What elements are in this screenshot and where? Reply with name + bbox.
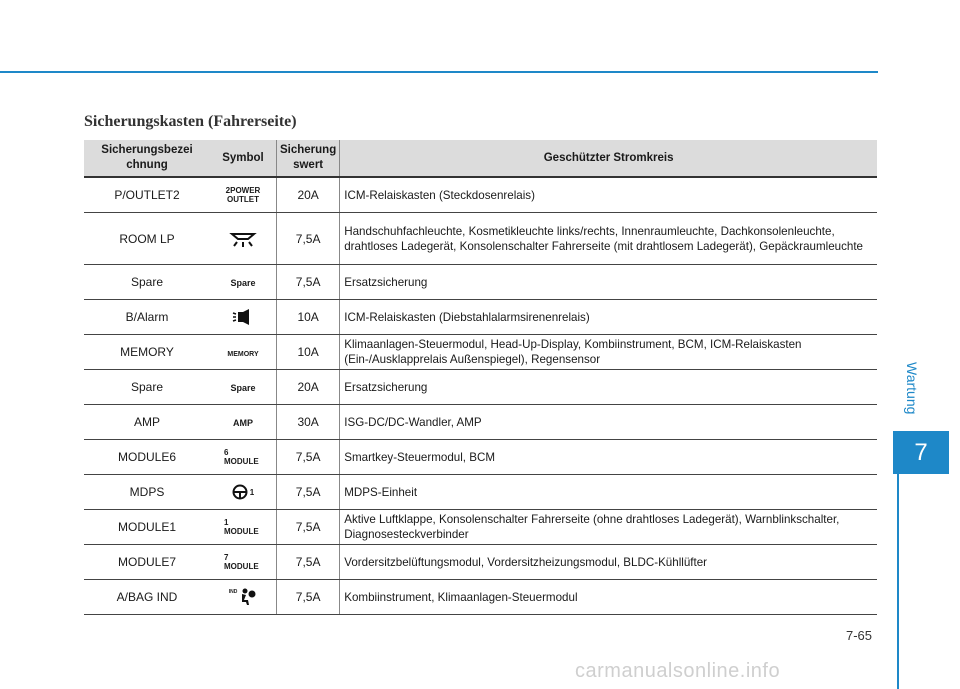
fuse-circuit: Handschuhfachleuchte, Kosmetikleuchte links/rechts, Innenraumleuchte, Dachkonsolenleuchte, drahtloses Ladegerät, Konsolenschalter Fahrerseite (mit drahtlosem Ladegerät), Gepäckraumleuchte — [340, 213, 877, 265]
mdps-number: 1 — [249, 488, 255, 498]
amp-symbol: AMP — [233, 418, 253, 428]
airbag-icon — [237, 588, 257, 606]
fuse-symbol — [210, 300, 277, 335]
fuse-name: P/OUTLET2 — [84, 177, 210, 213]
fuse-symbol — [210, 265, 277, 300]
table-header-row — [84, 140, 877, 177]
top-rule — [0, 71, 878, 73]
fuse-symbol — [210, 510, 277, 545]
section-title: Sicherungskasten (Fahrerseite) — [84, 113, 297, 130]
room-lamp-icon — [228, 230, 258, 248]
airbag-ind-label: IND — [228, 589, 238, 595]
fuse-circuit: Smartkey-Steuermodul, BCM — [340, 440, 877, 475]
fuse-rating: 7,5A — [277, 475, 340, 510]
table-row — [84, 440, 877, 475]
fuse-name: B/Alarm — [84, 300, 210, 335]
power-outlet-symbol: 2POWER OUTLET — [225, 185, 261, 204]
fuse-name: MODULE7 — [84, 545, 210, 580]
fuse-rating: 20A — [277, 370, 340, 405]
fuse-rating: 20A — [277, 177, 340, 213]
fuse-rating: 7,5A — [277, 440, 340, 475]
watermark: carmanualsonline.info — [575, 660, 781, 682]
fuse-rating: 7,5A — [277, 265, 340, 300]
header-rating: Sicherung swert — [277, 140, 340, 177]
table-row — [84, 335, 877, 370]
module-symbol: 1 MODULE — [224, 517, 259, 536]
fuse-rating: 7,5A — [277, 580, 340, 615]
fuse-rating: 10A — [277, 335, 340, 370]
fuse-circuit: Ersatzsicherung — [340, 370, 877, 405]
fuse-rating: 7,5A — [277, 213, 340, 265]
fuse-circuit: ISG-DC/DC-Wandler, AMP — [340, 405, 877, 440]
spare-symbol: Spare — [230, 383, 256, 393]
fuse-circuit: ICM-Relaiskasten (Diebstahlalarmsirenenrelais) — [340, 300, 877, 335]
table-row — [84, 265, 877, 300]
fuse-symbol — [210, 370, 277, 405]
fuse-symbol — [210, 545, 277, 580]
fuse-circuit: Ersatzsicherung — [340, 265, 877, 300]
horn-icon — [232, 308, 254, 326]
steering-wheel-icon — [232, 484, 250, 500]
fuse-circuit: Klimaanlagen-Steuermodul, Head-Up-Display, Kombiinstrument, BCM, ICM-Relaiskasten (Ein-/Ausklapprelais Außenspiegel), Regensensor — [340, 335, 877, 370]
fuse-circuit: ICM-Relaiskasten (Steckdosenrelais) — [340, 177, 877, 213]
header-circuit: Geschützter Stromkreis — [340, 140, 877, 177]
fuse-circuit: Kombiinstrument, Klimaanlagen-Steuermodul — [340, 580, 877, 615]
fuse-circuit: MDPS-Einheit — [340, 475, 877, 510]
fuse-symbol — [210, 440, 277, 475]
fuse-symbol — [210, 177, 277, 213]
table-row — [84, 580, 877, 615]
fuse-name: MDPS — [84, 475, 210, 510]
fuse-name: A/BAG IND — [84, 580, 210, 615]
header-name: Sicherungsbezei chnung — [84, 140, 210, 177]
header-symbol: Symbol — [210, 140, 277, 177]
fuse-circuit: Aktive Luftklappe, Konsolenschalter Fahrerseite (ohne drahtloses Ladegerät), Warnblinkschalter, Diagnosesteckverbinder — [340, 510, 877, 545]
module-symbol: 7 MODULE — [224, 552, 259, 571]
fuse-symbol — [210, 213, 277, 265]
fuse-rating: 7,5A — [277, 545, 340, 580]
fuse-symbol — [210, 475, 277, 510]
module-symbol: 6 MODULE — [224, 447, 259, 466]
fuse-symbol — [210, 405, 277, 440]
fuse-name: MEMORY — [84, 335, 210, 370]
spare-symbol: Spare — [230, 278, 256, 288]
fuse-name: Spare — [84, 265, 210, 300]
table-row — [84, 177, 877, 213]
table-row — [84, 545, 877, 580]
fuse-symbol — [210, 335, 277, 370]
page-number: 7-65 — [846, 628, 873, 643]
fuse-circuit: Vordersitzbelüftungsmodul, Vordersitzheizungsmodul, BLDC-Kühllüfter — [340, 545, 877, 580]
table-row — [84, 405, 877, 440]
table-row — [84, 213, 877, 265]
table-row — [84, 300, 877, 335]
fuse-symbol — [210, 580, 277, 615]
fuse-name: MODULE6 — [84, 440, 210, 475]
memory-symbol: MEMORY — [227, 351, 259, 358]
table-row — [84, 475, 877, 510]
fuse-name: AMP — [84, 405, 210, 440]
side-rule — [897, 474, 899, 689]
chapter-label: Wartung — [904, 361, 920, 415]
fuse-name: Spare — [84, 370, 210, 405]
fuse-rating: 30A — [277, 405, 340, 440]
table-row — [84, 370, 877, 405]
fuse-name: MODULE1 — [84, 510, 210, 545]
fuse-name: ROOM LP — [84, 213, 210, 265]
fuse-rating: 10A — [277, 300, 340, 335]
fuse-table — [84, 140, 877, 615]
fuse-rating: 7,5A — [277, 510, 340, 545]
table-row — [84, 510, 877, 545]
chapter-number: 7 — [893, 431, 949, 474]
